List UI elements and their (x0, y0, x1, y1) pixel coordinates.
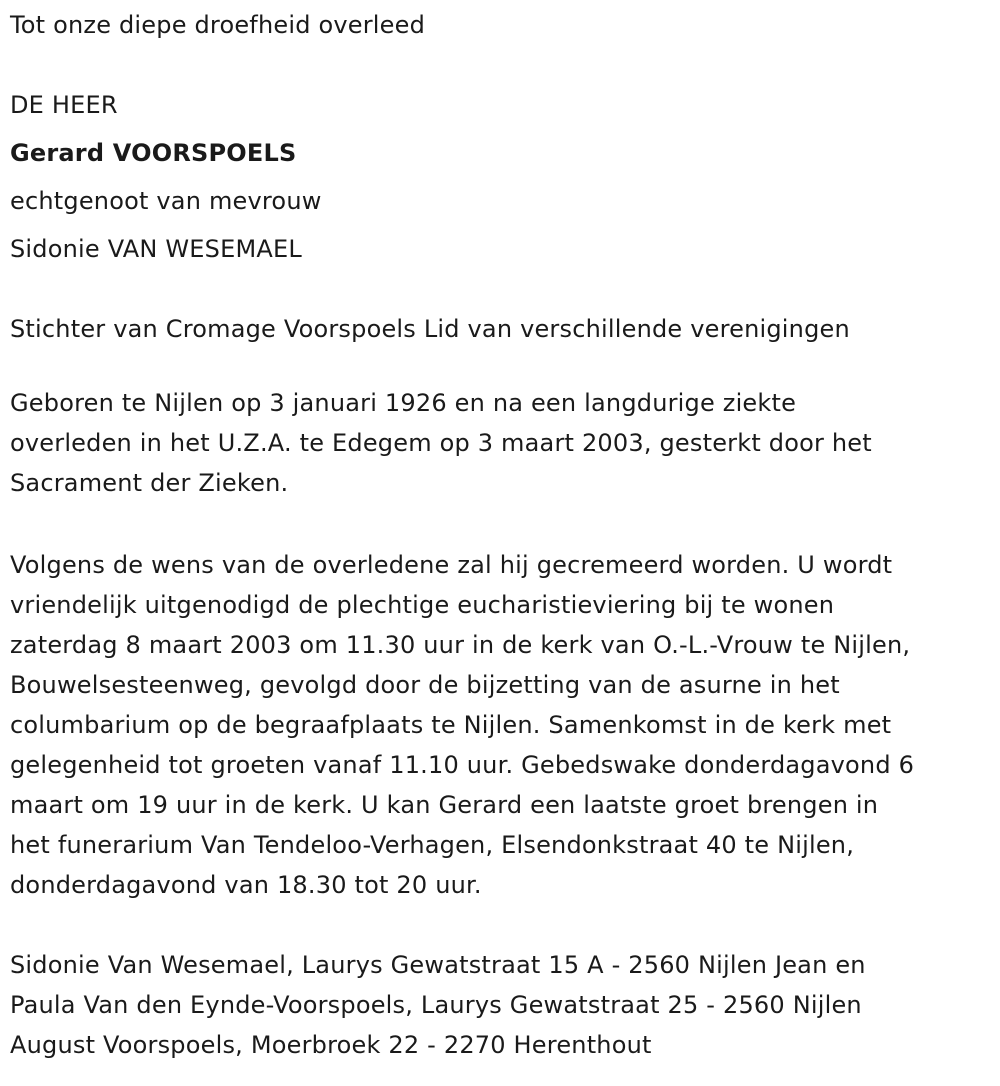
spouse-name: Sidonie VAN WESEMAEL (10, 235, 302, 263)
paragraph-line: donderdagavond van 18.30 tot 20 uur. (10, 871, 482, 899)
paragraph-line: zaterdag 8 maart 2003 om 11.30 uur in de kerk van O.-L.-Vrouw te Nijlen, (10, 631, 911, 659)
spacer (10, 503, 995, 545)
spacer (10, 49, 995, 81)
paragraph-line: Volgens de wens van de overledene zal hij gecremeerd worden. U wordt (10, 551, 893, 579)
paragraph-line: Sacrament der Zieken. (10, 469, 289, 497)
honorific-title: DE HEER (10, 91, 118, 119)
paragraph-line: Bouwelsesteenweg, gevolgd door de bijzetting van de asurne in het (10, 671, 840, 699)
paragraph-line: Geboren te Nijlen op 3 januari 1926 en na een langdurige ziekte (10, 389, 797, 417)
spacer (10, 353, 995, 383)
address-line: Paula Van den Eynde-Voorspoels, Laurys Gewatstraat 25 - 2560 Nijlen (10, 991, 862, 1019)
paragraph-line: maart om 19 uur in de kerk. U kan Gerard een laatste groet brengen in (10, 791, 879, 819)
paragraph-line: het funerarium Van Tendeloo-Verhagen, Elsendonkstraat 40 te Nijlen, (10, 831, 855, 859)
paragraph-line: overleden in het U.Z.A. te Edegem op 3 maart 2003, gesterkt door het (10, 429, 872, 457)
spouse-label: echtgenoot van mevrouw (10, 187, 322, 215)
description: Stichter van Cromage Voorspoels Lid van verschillende verenigingen (10, 315, 850, 343)
intro-text: Tot onze diepe droefheid overleed (10, 11, 426, 39)
ceremony-paragraph (10, 545, 995, 905)
paragraph-line: gelegenheid tot groeten vanaf 11.10 uur. Gebedswake donderdagavond 6 (10, 751, 915, 779)
spacer (10, 905, 995, 945)
paragraph-line: columbarium op de begraafplaats te Nijlen. Samenkomst in de kerk met (10, 711, 892, 739)
death-notice (10, 0, 995, 1065)
birth-death-paragraph (10, 383, 995, 503)
deceased-name: Gerard VOORSPOELS (10, 139, 297, 167)
paragraph-line: vriendelijk uitgenodigd de plechtige eucharistieviering bij te wonen (10, 591, 835, 619)
spacer (10, 273, 995, 305)
address-line: August Voorspoels, Moerbroek 22 - 2270 Herenthout (10, 1031, 652, 1059)
addresses-paragraph (10, 945, 995, 1065)
address-line: Sidonie Van Wesemael, Laurys Gewatstraat 15 A - 2560 Nijlen Jean en (10, 951, 866, 979)
